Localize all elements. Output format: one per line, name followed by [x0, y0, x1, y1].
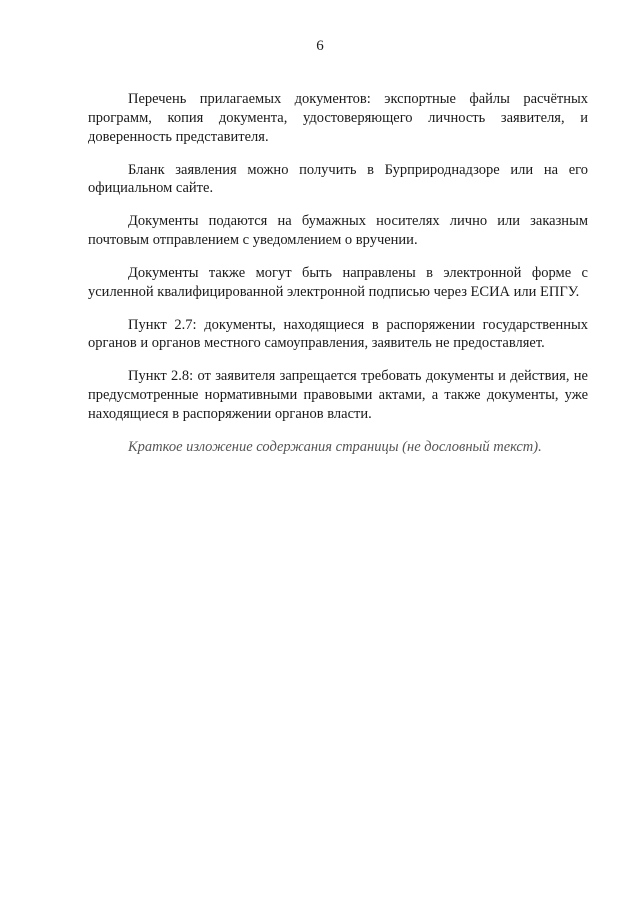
summary-paragraph: Документы подаются на бумажных носителях лично или заказным почтовым отправлением с уведомлением о вручении.	[88, 213, 588, 249]
summary-paragraph: Бланк заявления можно получить в Бурприроднадзоре или на его официальном сайте.	[88, 161, 588, 197]
summary-note: Краткое изложение содержания страницы (не дословный текст).	[128, 438, 542, 455]
page-number: 6	[316, 38, 324, 54]
page-summary	[88, 90, 588, 471]
summary-paragraph: Пункт 2.8: от заявителя запрещается требовать документы и действия, не предусмотренные нормативными правовыми актами, а также документы, уже находящиеся в распоряжении органов власти.	[88, 368, 588, 422]
summary-paragraph: Перечень прилагаемых документов: экспортные файлы расчётных программ, копия документа, удостоверяющего личность заявителя, и доверенность представителя.	[88, 91, 588, 145]
summary-paragraph: Документы также могут быть направлены в электронной форме с усиленной квалифицированной электронной подписью через ЕСИА или ЕПГУ.	[88, 264, 588, 300]
summary-paragraph: Пункт 2.7: документы, находящиеся в распоряжении государственных органов и органов местного самоуправления, заявитель не предоставляет.	[88, 316, 588, 352]
